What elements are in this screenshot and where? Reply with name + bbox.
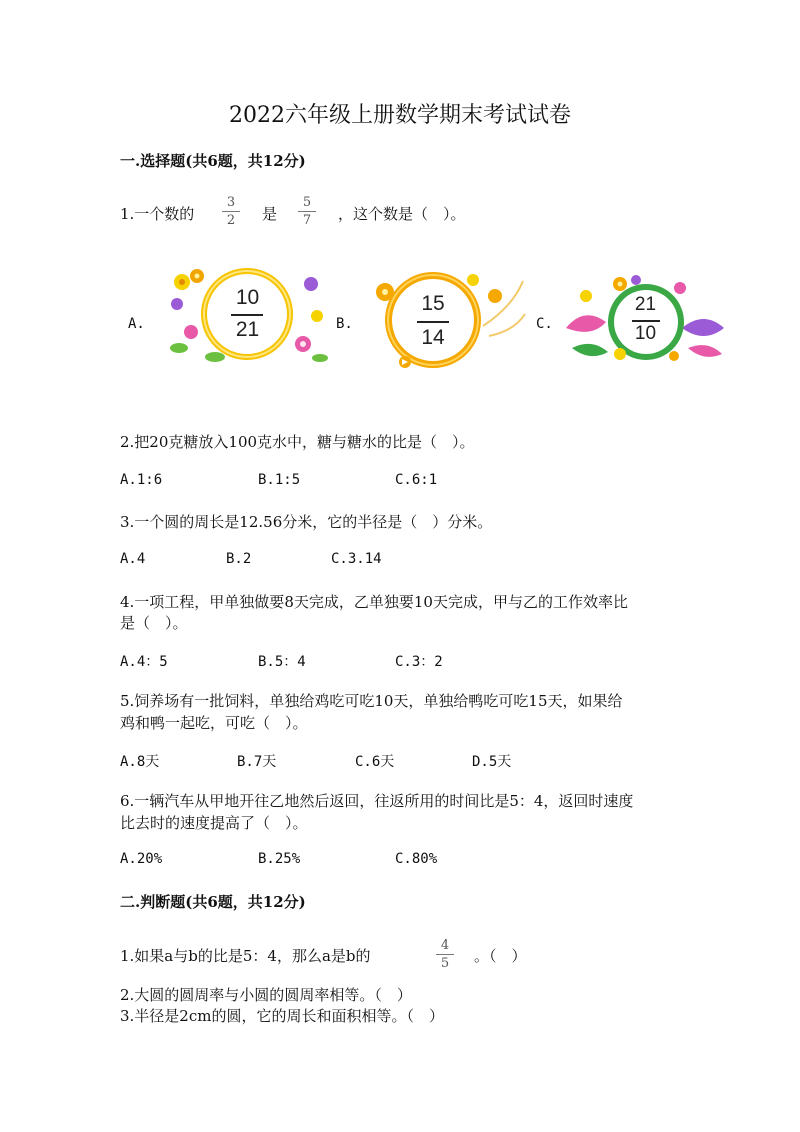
question-4-line-2: 是（ ）。 <box>120 614 188 632</box>
section-choice-heading: 一.选择题(共6题，共12分) <box>120 152 306 170</box>
q4-option-a: A.4：5 <box>120 654 168 670</box>
q1-option-c-denominator: 10 <box>634 323 657 344</box>
q1-option-c-numerator: 21 <box>634 294 657 315</box>
q1-mid: 是 <box>262 205 278 223</box>
q6-option-a: A.20% <box>120 851 163 867</box>
q1-option-b-badge <box>363 266 528 374</box>
q1-option-a-denominator: 21 <box>235 318 260 341</box>
section-judgement-heading: 二.判断题(共6题，共12分) <box>120 893 306 911</box>
q1-frac2-numerator: 5 <box>302 195 312 210</box>
question-6-line-1: 6.一辆汽车从甲地开往乙地然后返回，往返所用的时间比是5：4，返回时速度 <box>120 792 634 810</box>
q1-suffix: ，这个数是（ ）。 <box>338 205 466 223</box>
j1-frac-denominator: 5 <box>440 956 450 971</box>
q3-option-a: A.4 <box>120 551 146 567</box>
question-5-line-2: 鸡和鸭一起吃，可吃（ ）。 <box>120 714 308 732</box>
q2-option-c: C.6:1 <box>395 472 438 488</box>
fraction-bar <box>632 320 660 322</box>
q1-option-b-numerator: 15 <box>421 292 445 315</box>
q1-frac2-denominator: 7 <box>302 213 312 228</box>
q4-option-b: B.5：4 <box>258 654 306 670</box>
q2-option-a: A.1:6 <box>120 472 163 488</box>
q1-option-b-label: B. <box>336 316 353 332</box>
question-4-line-1: 4.一项工程，甲单独做要8天完成，乙单独要10天完成，甲与乙的工作效率比 <box>120 593 628 611</box>
question-6-line-2: 比去时的速度提高了（ ）。 <box>120 814 308 832</box>
fraction-bar <box>417 321 449 323</box>
q5-option-b: B.7天 <box>237 754 277 770</box>
judgement-3-text: 3.半径是2cm的圆，它的周长和面积相等。（ ） <box>120 1007 444 1025</box>
question-3-text: 3.一个圆的周长是12.56分米，它的半径是（ ）分米。 <box>120 513 493 531</box>
q3-option-b: B.2 <box>226 551 252 567</box>
fraction-bar <box>436 954 454 955</box>
j1-fraction <box>434 938 456 971</box>
question-2-text: 2.把20克糖放入100克水中，糖与糖水的比是（ ）。 <box>120 433 475 451</box>
judgement-2-text: 2.大圆的圆周率与小圆的圆周率相等。（ ） <box>120 986 412 1004</box>
q6-option-b: B.25% <box>258 851 301 867</box>
q1-frac1-numerator: 3 <box>226 195 236 210</box>
fraction-bar <box>231 314 263 316</box>
q3-option-c: C.3.14 <box>331 551 382 567</box>
q1-frac1-denominator: 2 <box>226 213 236 228</box>
j1-prefix: 1.如果a与b的比是5：4，那么a是b的 <box>120 947 371 965</box>
q1-option-a-label: A. <box>128 316 145 332</box>
fraction-bar <box>298 211 316 212</box>
q1-option-c-badge <box>562 272 727 367</box>
q4-option-c: C.3：2 <box>395 654 443 670</box>
q1-option-a-badge <box>165 262 330 367</box>
q5-option-a: A.8天 <box>120 754 160 770</box>
q2-option-b: B.1:5 <box>258 472 301 488</box>
flower-wreath-orange-icon <box>363 266 528 374</box>
q1-option-b-denominator: 14 <box>421 326 445 349</box>
q1-fraction-2 <box>296 195 318 228</box>
q1-option-c-label: C. <box>536 316 553 332</box>
q1-option-a-numerator: 10 <box>235 286 260 309</box>
q1-fraction-1 <box>220 195 242 228</box>
j1-frac-numerator: 4 <box>440 938 450 953</box>
q5-option-d: D.5天 <box>472 754 512 770</box>
q1-prefix: 1.一个数的 <box>120 205 195 223</box>
fraction-bar <box>222 211 240 212</box>
page-title: 2022六年级上册数学期末考试试卷 <box>229 103 571 128</box>
q5-option-c: C.6天 <box>355 754 395 770</box>
question-5-line-1: 5.饲养场有一批饲料，单独给鸡吃可吃10天，单独给鸭吃可吃15天，如果给 <box>120 692 623 710</box>
j1-suffix: 。（ ） <box>474 947 527 965</box>
q6-option-c: C.80% <box>395 851 438 867</box>
